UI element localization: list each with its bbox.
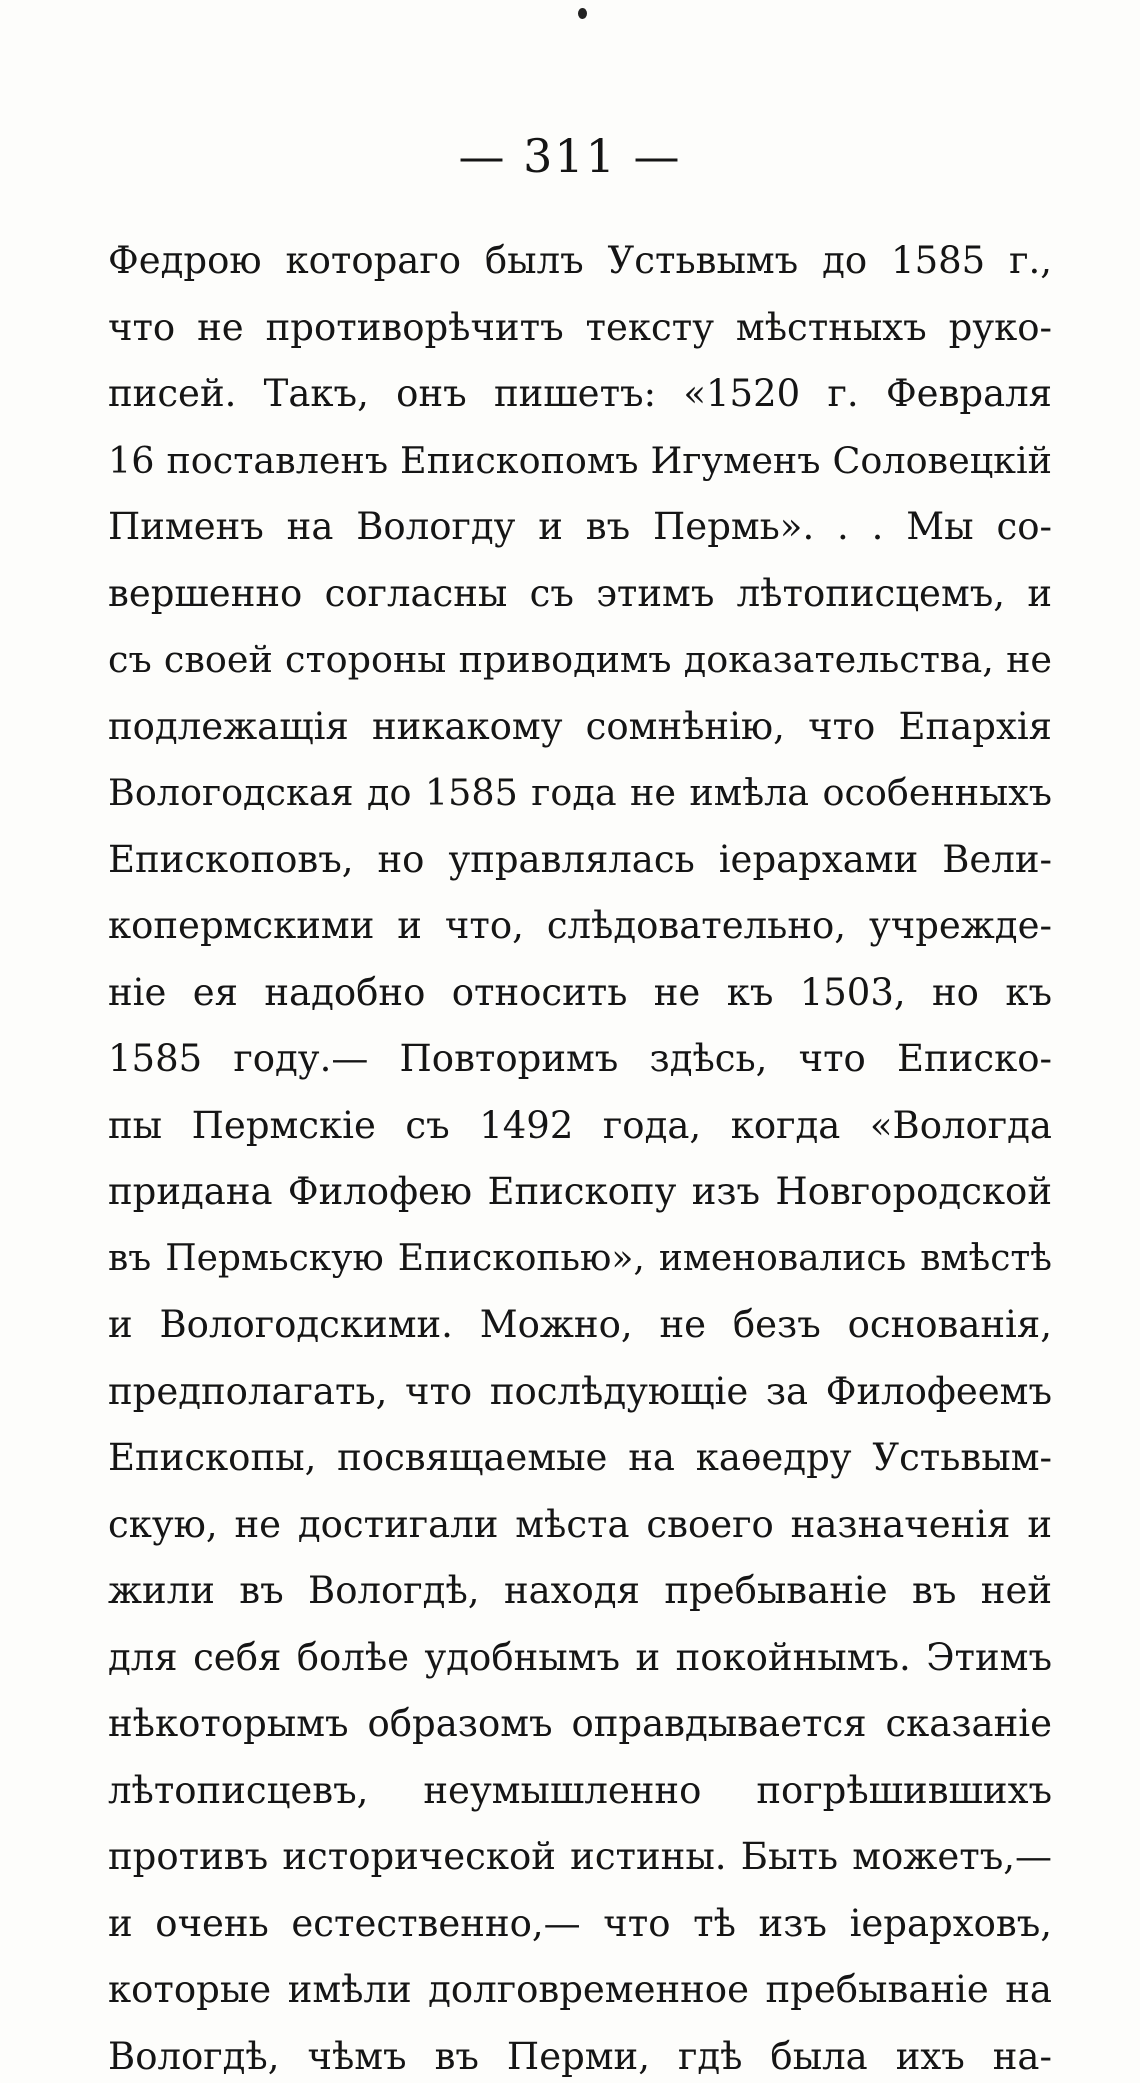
text-line: въ Пермьскую Епископью», именовались вмѣстѣ xyxy=(108,1226,1052,1293)
text-line: предполагать, что послѣдующіе за Филофеемъ xyxy=(108,1359,1052,1426)
text-line: ніе ея надобно относить не къ 1503, но къ xyxy=(108,960,1052,1027)
text-line: что не противорѣчитъ тексту мѣстныхъ руко- xyxy=(108,295,1052,362)
text-line: и Вологодскими. Можно, не безъ основанія, xyxy=(108,1292,1052,1359)
text-line: копермскими и что, слѣдовательно, учрежде- xyxy=(108,893,1052,960)
ink-speck xyxy=(578,8,587,19)
text-line: Вологодская до 1585 года не имѣла особенныхъ xyxy=(108,760,1052,827)
text-line: скую, не достигали мѣста своего назначенія и xyxy=(108,1492,1052,1559)
text-line: которые имѣли долговременное пребываніе на xyxy=(108,1957,1052,2024)
text-line: Пименъ на Вологду и въ Пермь». . . Мы со- xyxy=(108,494,1052,561)
text-line: пы Пермскіе съ 1492 года, когда «Вологда xyxy=(108,1093,1052,1160)
text-line: жили въ Вологдѣ, находя пребываніе въ ней xyxy=(108,1558,1052,1625)
text-line: Епископы, посвящаемые на каѳедру Устьвым- xyxy=(108,1425,1052,1492)
text-line: 1585 году.— Повторимъ здѣсь, что Еписко- xyxy=(108,1026,1052,1093)
text-line: съ своей стороны приводимъ доказательства, не xyxy=(108,627,1052,694)
text-line: вершенно согласны съ этимъ лѣтописцемъ, и xyxy=(108,561,1052,628)
text-line: придана Филофею Епископу изъ Новгородской xyxy=(108,1159,1052,1226)
text-line: нѣкоторымъ образомъ оправдывается сказаніе xyxy=(108,1691,1052,1758)
text-line: и очень естественно,— что тѣ изъ іерарховъ, xyxy=(108,1891,1052,1958)
text-line: лѣтописцевъ, неумышленно погрѣшившихъ xyxy=(108,1758,1052,1825)
page-number: — 311 — xyxy=(0,126,1140,186)
text-line: для себя болѣе удобнымъ и покойнымъ. Этимъ xyxy=(108,1625,1052,1692)
text-line: 16 поставленъ Епископомъ Игуменъ Соловецкій xyxy=(108,428,1052,495)
text-line: Федрою котораго былъ Устьвымъ до 1585 г., xyxy=(108,228,1052,295)
text-line: подлежащія никакому сомнѣнію, что Епархія xyxy=(108,694,1052,761)
text-line: противъ исторической истины. Быть можетъ,— xyxy=(108,1824,1052,1891)
body-text xyxy=(108,228,1052,2090)
text-line: Епископовъ, но управлялась іерархами Вели- xyxy=(108,827,1052,894)
text-line: Вологдѣ, чѣмъ въ Перми, гдѣ была ихъ на- xyxy=(108,2024,1052,2090)
text-line: писей. Такъ, онъ пишетъ: «1520 г. Февраля xyxy=(108,361,1052,428)
